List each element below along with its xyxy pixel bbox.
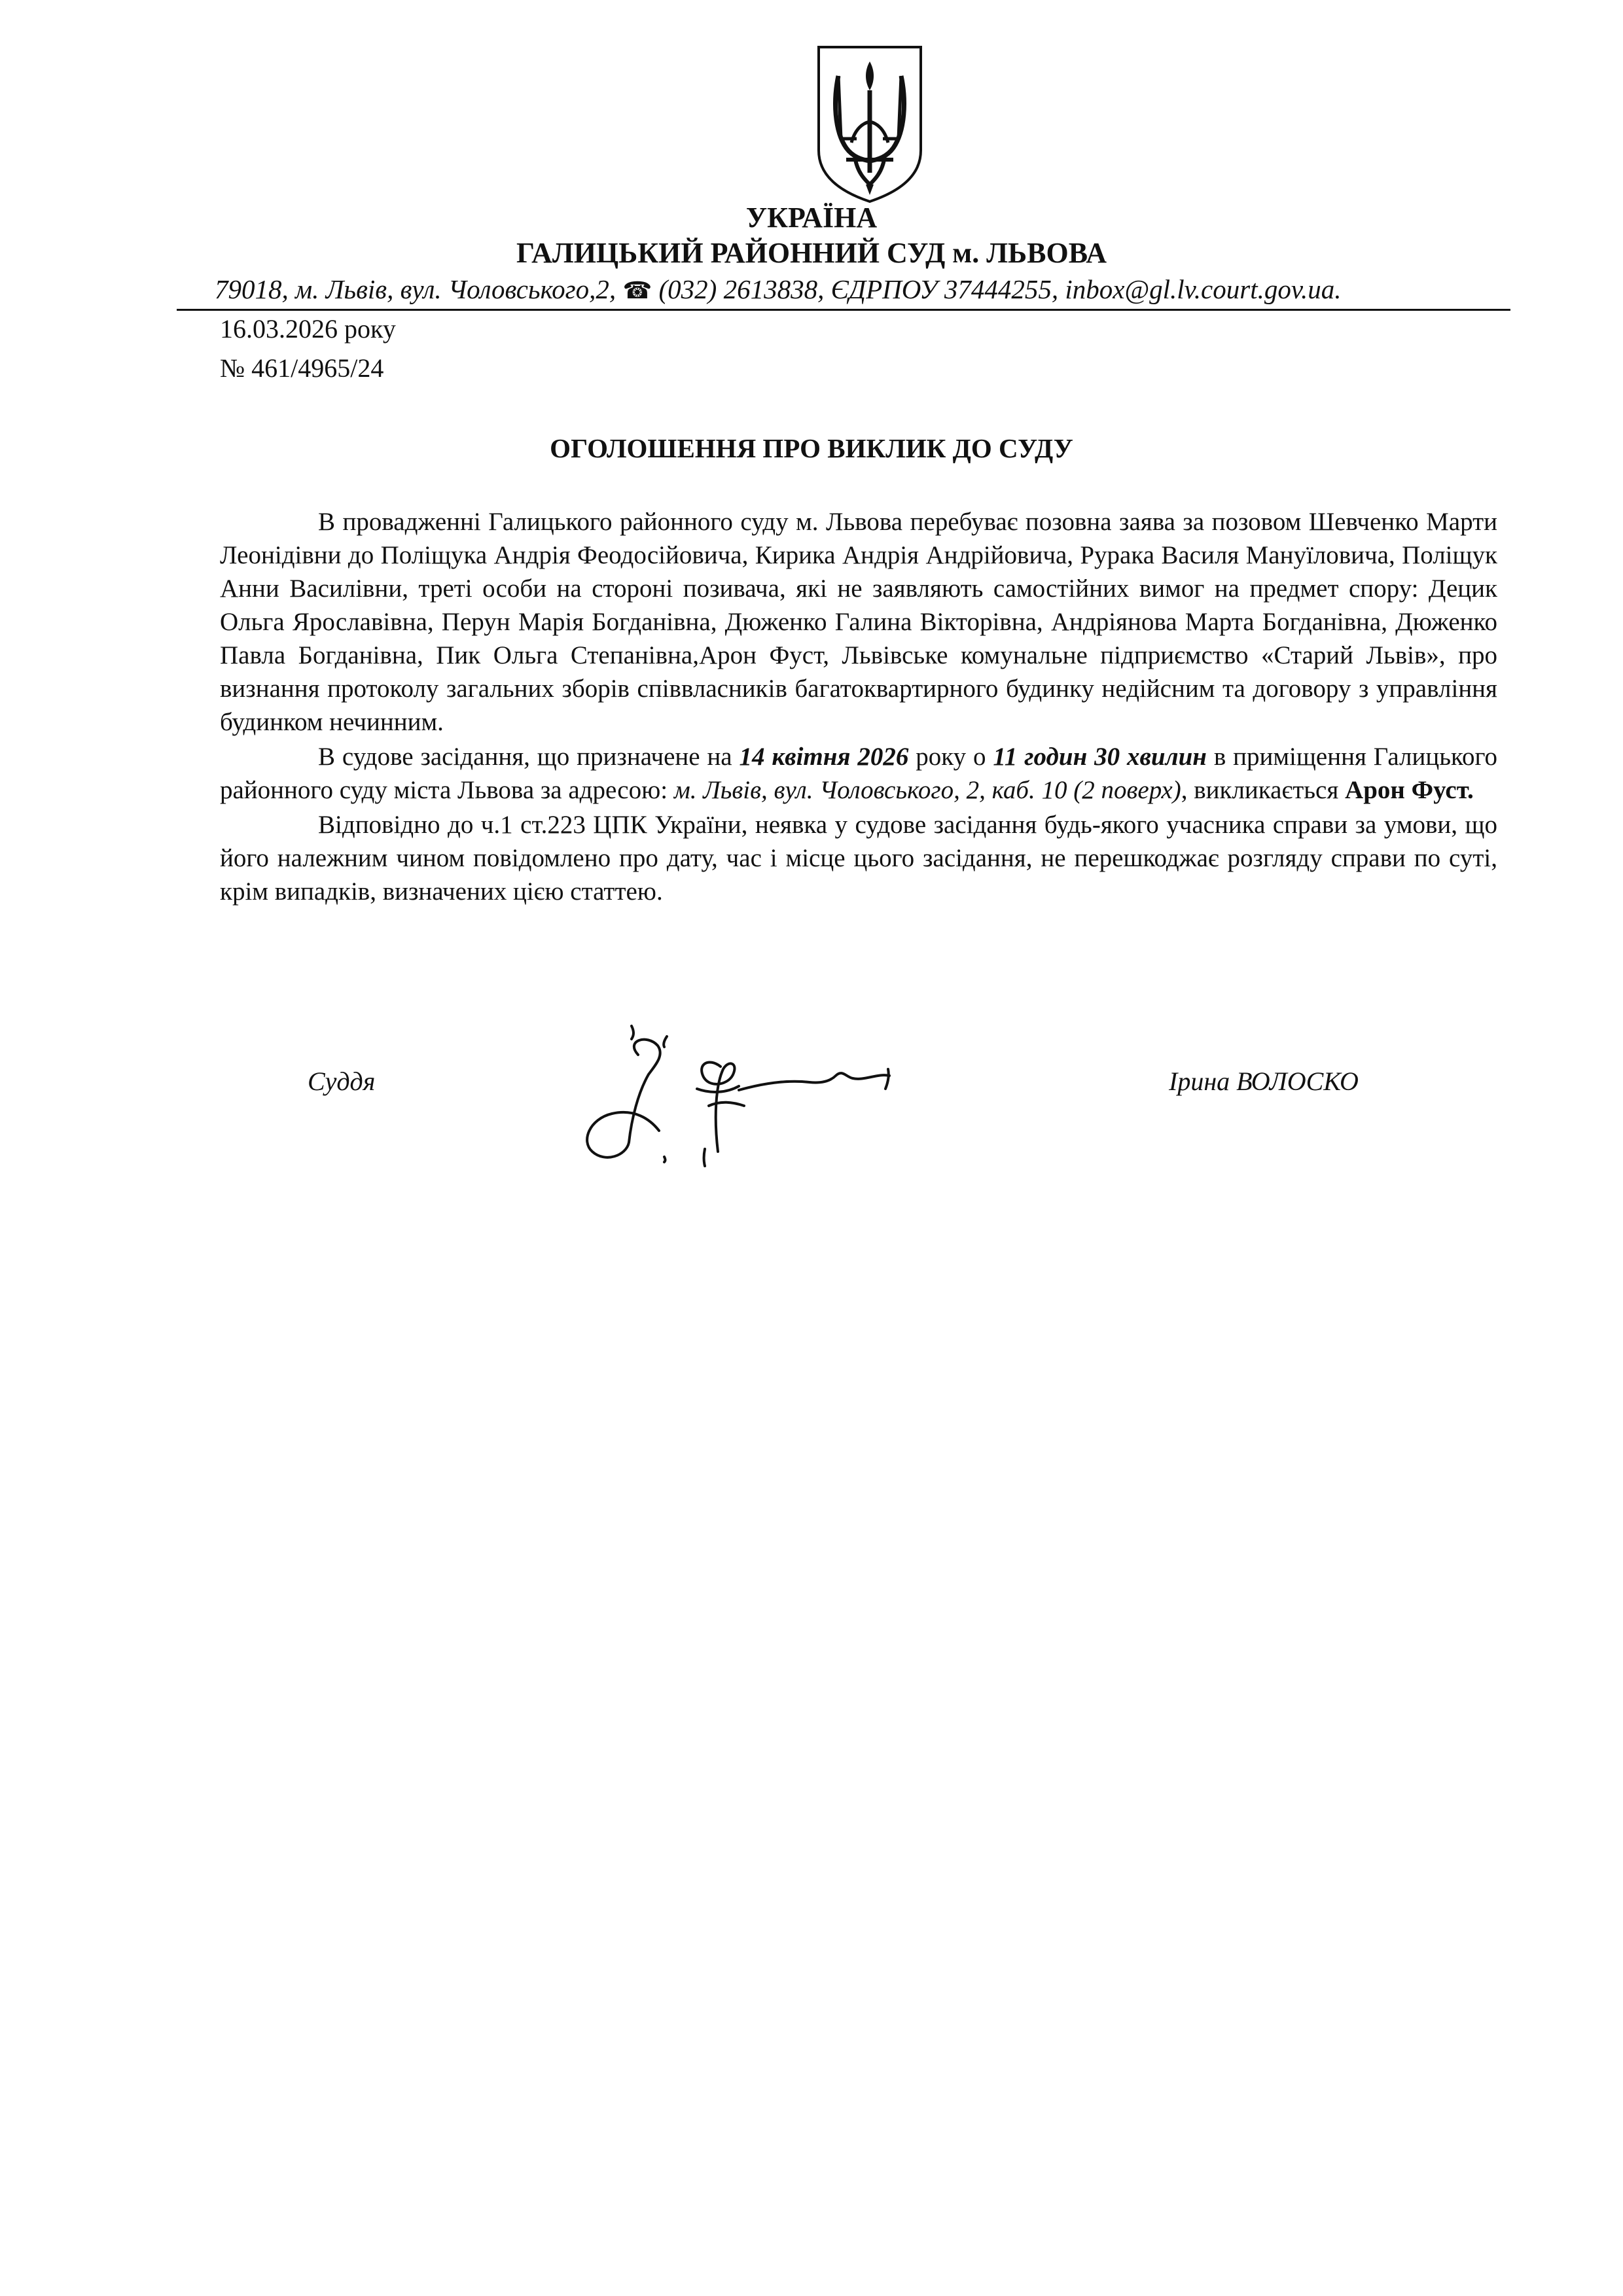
case-number: № 461/4965/24 xyxy=(220,353,384,383)
summoned-person: Арон Фуст. xyxy=(1345,776,1474,804)
hearing-text-4: , викликається xyxy=(1181,776,1346,804)
document-date: 16.03.2026 року xyxy=(220,314,396,344)
hearing-text-1: В судове засідання, що призначене на xyxy=(318,743,740,771)
court-phone-and-email: (032) 2613838, ЄДРПОУ 37444255, inbox@gl.lv.court.gov.ua. xyxy=(658,274,1342,304)
header-divider xyxy=(177,309,1510,311)
paragraph-legal-basis: Відповідно до ч.1 ст.223 ЦПК України, неявка у судове засідання будь-якого учасника справи за умови, що його належним чином повідомлено про дату, час і місце цього засідання, не перешкоджає розгляду справи по суті, крім випадків, визначених цією статтею. xyxy=(220,811,1497,906)
hearing-text-2: року о xyxy=(908,743,993,771)
notice-body xyxy=(220,505,1497,908)
court-title: ГАЛИЦЬКИЙ РАЙОННИЙ СУД м. ЛЬВОВА xyxy=(516,237,1107,269)
telephone-icon: ☎ xyxy=(622,277,652,304)
hearing-date: 14 квітня 2026 xyxy=(739,743,909,771)
hearing-time: 11 годин 30 хвилин xyxy=(993,743,1207,771)
hearing-address: м. Львів, вул. Чоловського, 2, каб. 10 (2 поверх) xyxy=(673,776,1181,804)
paragraph-case-description: В провадженні Галицького районного суду м. Львова перебуває позовна заява за позовом Шевченко Марти Леонідівни до Поліщука Андрія Феодосійовича, Кирика Андрія Андрійовича, Рурака Василя Мануїловича, Поліщук Анни Василівни, треті особи на стороні позивача, які не заявляють самостійних вимог на предмет спору: Децик Ольга Ярославівна, Перун Марія Богданівна, Дюженко Галина Вікторівна, Андріянова Марта Богданівна, Дюженко Павла Богданівна, Пик Ольга Степанівна,Арон Фуст, Львівське комунальне підприємство «Старий Львів», про визнання протоколу загальних зборів співвласників багатоквартирного будинку недійсним та договору з управління будинком нечинним. xyxy=(220,508,1497,736)
judge-name: Ірина ВОЛОСКО xyxy=(1169,1067,1359,1096)
court-address: 79018, м. Львів, вул. Чоловського,2, xyxy=(215,274,616,304)
coat-of-arms-icon xyxy=(815,44,925,204)
notice-title: ОГОЛОШЕННЯ ПРО ВИКЛИК ДО СУДУ xyxy=(550,433,1073,463)
handwritten-signature xyxy=(566,1021,933,1178)
judge-label: Суддя xyxy=(308,1067,376,1096)
hearing-text-3: в приміщення Галицького районного суду міста Львова за адресою: xyxy=(220,743,1497,804)
paragraph-hearing-summons xyxy=(220,740,1497,807)
court-contacts xyxy=(215,273,1510,307)
country-title: УКРАЇНА xyxy=(745,202,878,234)
